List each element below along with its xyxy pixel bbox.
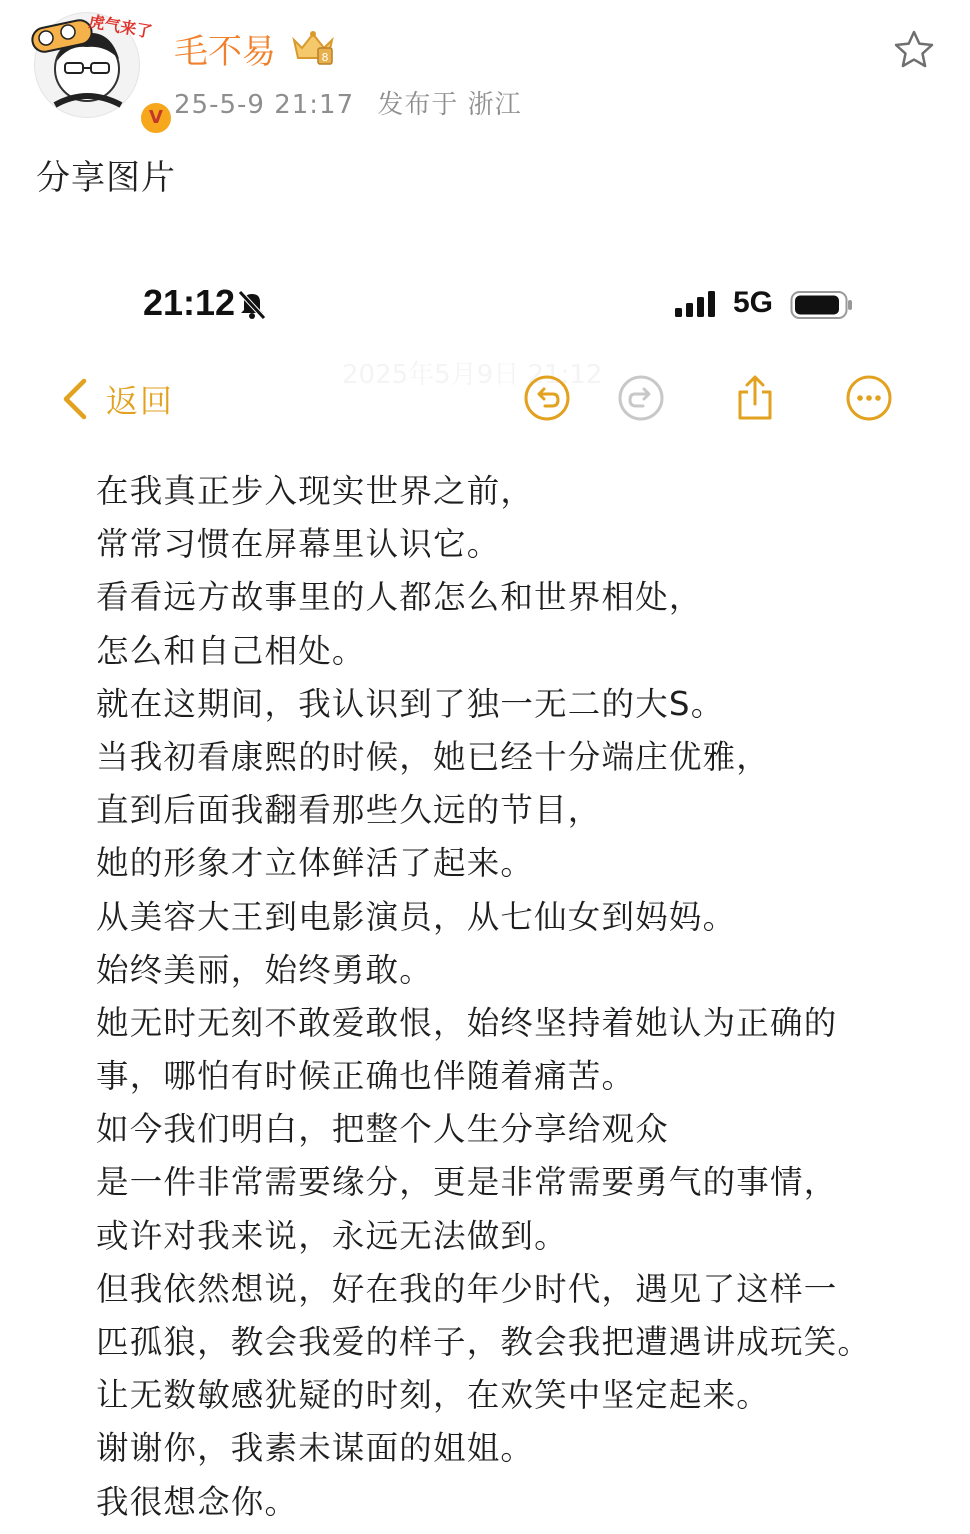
- svg-text:8: 8: [321, 51, 329, 64]
- note-line: 但我依然想说，好在我的年少时代，遇见了这样一: [96, 1269, 838, 1308]
- note-line: 谢谢你，我素未谋面的姐姐。: [96, 1429, 535, 1468]
- share-icon[interactable]: [731, 374, 779, 422]
- network-type: 5G: [733, 286, 774, 319]
- undo-icon[interactable]: [523, 374, 571, 422]
- note-line: 始终美丽，始终勇敢。: [96, 950, 434, 989]
- status-time: 21:12: [143, 282, 236, 323]
- back-button[interactable]: [60, 376, 174, 422]
- more-icon[interactable]: [845, 374, 893, 422]
- signal-bars-icon: [673, 290, 719, 318]
- verified-badge-icon: V: [138, 100, 174, 136]
- note-line: 我很想念你。: [96, 1482, 299, 1521]
- note-line: 从美容大王到电影演员，从七仙女到妈妈。: [96, 897, 737, 936]
- author-name[interactable]: 毛不易: [174, 32, 276, 72]
- avatar-sticker-text: 虎气来了: [87, 11, 154, 42]
- post-meta: [174, 84, 536, 121]
- back-label: 返回: [106, 382, 175, 420]
- note-body: [96, 465, 896, 1529]
- crown-badge-icon: [288, 26, 338, 66]
- post-location: 发布于 浙江: [377, 90, 522, 120]
- note-line: 她的形象才立体鲜活了起来。: [96, 844, 535, 883]
- note-line: 直到后面我翻看那些久远的节目，: [96, 791, 602, 830]
- chevron-left-icon: [60, 377, 90, 421]
- note-line: 事，哪怕有时候正确也伴随着痛苦。: [96, 1057, 636, 1096]
- note-line: 看看远方故事里的人都怎么和世界相处，: [96, 578, 703, 617]
- note-line: 当我初看康熙的时候，她已经十分端庄优雅，: [96, 737, 771, 776]
- faint-header-date: 2025年5月9日 21:12: [342, 360, 603, 390]
- author-avatar[interactable]: [34, 11, 163, 128]
- note-line: 如今我们明白，把整个人生分享给观众: [96, 1110, 669, 1149]
- note-line: 怎么和自己相处。: [96, 631, 366, 670]
- note-line: 就在这期间，我认识到了独一无二的大S。: [96, 684, 725, 723]
- note-line: 常常习惯在屏幕里认识它。: [96, 525, 501, 564]
- note-line: 她无时无刻不敢爱敢恨，始终坚持着她认为正确的: [96, 1003, 838, 1042]
- note-line: 在我真正步入现实世界之前，: [96, 472, 535, 510]
- muted-bell-icon: [236, 288, 268, 320]
- note-line: 或许对我来说，永远无法做到。: [96, 1216, 568, 1255]
- avatar-sticker: [28, 10, 154, 56]
- redo-icon[interactable]: [617, 374, 665, 422]
- post-date: 25-5-9 21:17: [174, 90, 355, 120]
- note-line: 让无数敏感犹疑的时刻，在欢笑中坚定起来。: [96, 1376, 771, 1415]
- note-line: 匹孤狼，教会我爱的样子，教会我把遭遇讲成玩笑。: [96, 1323, 872, 1361]
- favorite-star-icon[interactable]: [892, 28, 936, 72]
- note-line: 是一件非常需要缘分，更是非常需要勇气的事情，: [96, 1163, 838, 1202]
- battery-icon: [790, 290, 854, 320]
- post-text: 分享图片: [36, 158, 176, 198]
